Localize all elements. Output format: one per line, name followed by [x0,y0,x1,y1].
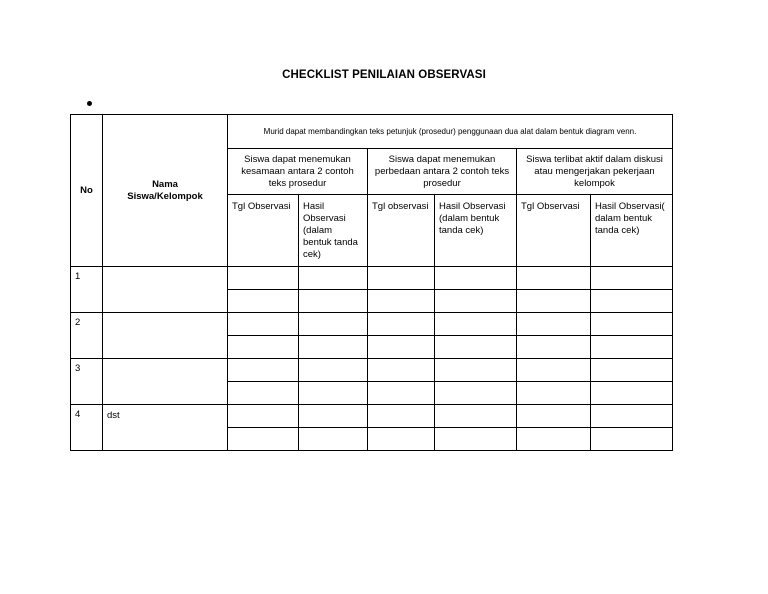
table-cell [299,382,368,405]
table-cell [228,313,299,336]
table-cell [435,290,517,313]
table-cell [368,359,435,382]
table-cell [435,382,517,405]
table-cell [435,405,517,428]
criteria-2: Siswa dapat menemukan perbedaan antara 2 contoh teks prosedur [368,149,517,195]
table-cell [517,359,591,382]
table-cell [228,428,299,451]
table-cell [299,290,368,313]
table-cell [228,290,299,313]
table-cell [517,405,591,428]
table-cell [368,382,435,405]
table-cell [299,428,368,451]
header-nama-line1: Nama [152,178,178,190]
table-cell [299,267,368,290]
table-cell [299,359,368,382]
page-title: CHECKLIST PENILAIAN OBSERVASI [282,69,486,81]
subheader-tgl-3: Tgl Observasi [517,195,591,267]
table-row [71,313,673,336]
table-cell [228,405,299,428]
table-cell [435,359,517,382]
row-name [103,359,228,405]
header-main-objective: Murid dapat membandingkan teks petunjuk (prosedur) penggunaan dua alat dalam bentuk diagram venn. [228,115,673,149]
table-cell [228,359,299,382]
table-cell [517,336,591,359]
criteria-1: Siswa dapat menemukan kesamaan antara 2 contoh teks prosedur [228,149,368,195]
table-cell [517,267,591,290]
table-cell [368,405,435,428]
header-row-main [71,115,673,149]
subheader-tgl-2: Tgl observasi [368,195,435,267]
row-number: 2 [71,313,103,359]
table-cell [517,382,591,405]
observation-checklist-table [70,114,673,451]
table-cell [299,336,368,359]
table-cell [591,382,673,405]
table-cell [591,267,673,290]
table-cell [228,382,299,405]
table-cell [299,313,368,336]
table-row [71,267,673,290]
subheader-hasil-3: Hasil Observasi( dalam bentuk tanda cek) [591,195,673,267]
header-nama [103,115,228,267]
subheader-hasil-1: Hasil Observasi (dalam bentuk tanda cek) [299,195,368,267]
table-cell [228,336,299,359]
bullet-point [87,101,92,106]
table-cell [435,267,517,290]
table-cell [368,267,435,290]
table-cell [368,428,435,451]
subheader-hasil-2: Hasil Observasi (dalam bentuk tanda cek) [435,195,517,267]
table-cell [591,359,673,382]
row-name [103,313,228,359]
criteria-3: Siswa terlibat aktif dalam diskusi atau mengerjakan pekerjaan kelompok [517,149,673,195]
table-cell [591,405,673,428]
table-cell [591,336,673,359]
subheader-tgl-1: Tgl Observasi [228,195,299,267]
row-name [103,267,228,313]
table-cell [517,290,591,313]
table-cell [591,290,673,313]
table-cell [591,313,673,336]
row-number: 4 [71,405,103,451]
table-cell [368,313,435,336]
table-cell [591,428,673,451]
table-cell [368,336,435,359]
row-name: dst [103,405,228,451]
table-cell [228,267,299,290]
header-nama-line2: Siswa/Kelompok [127,190,203,202]
table-cell [299,405,368,428]
row-number: 3 [71,359,103,405]
table-row [71,359,673,382]
table-cell [435,313,517,336]
table-cell [368,290,435,313]
table-cell [517,313,591,336]
header-no: No [71,115,103,267]
table-cell [435,428,517,451]
table-cell [435,336,517,359]
table-row [71,405,673,428]
table-cell [517,428,591,451]
row-number: 1 [71,267,103,313]
